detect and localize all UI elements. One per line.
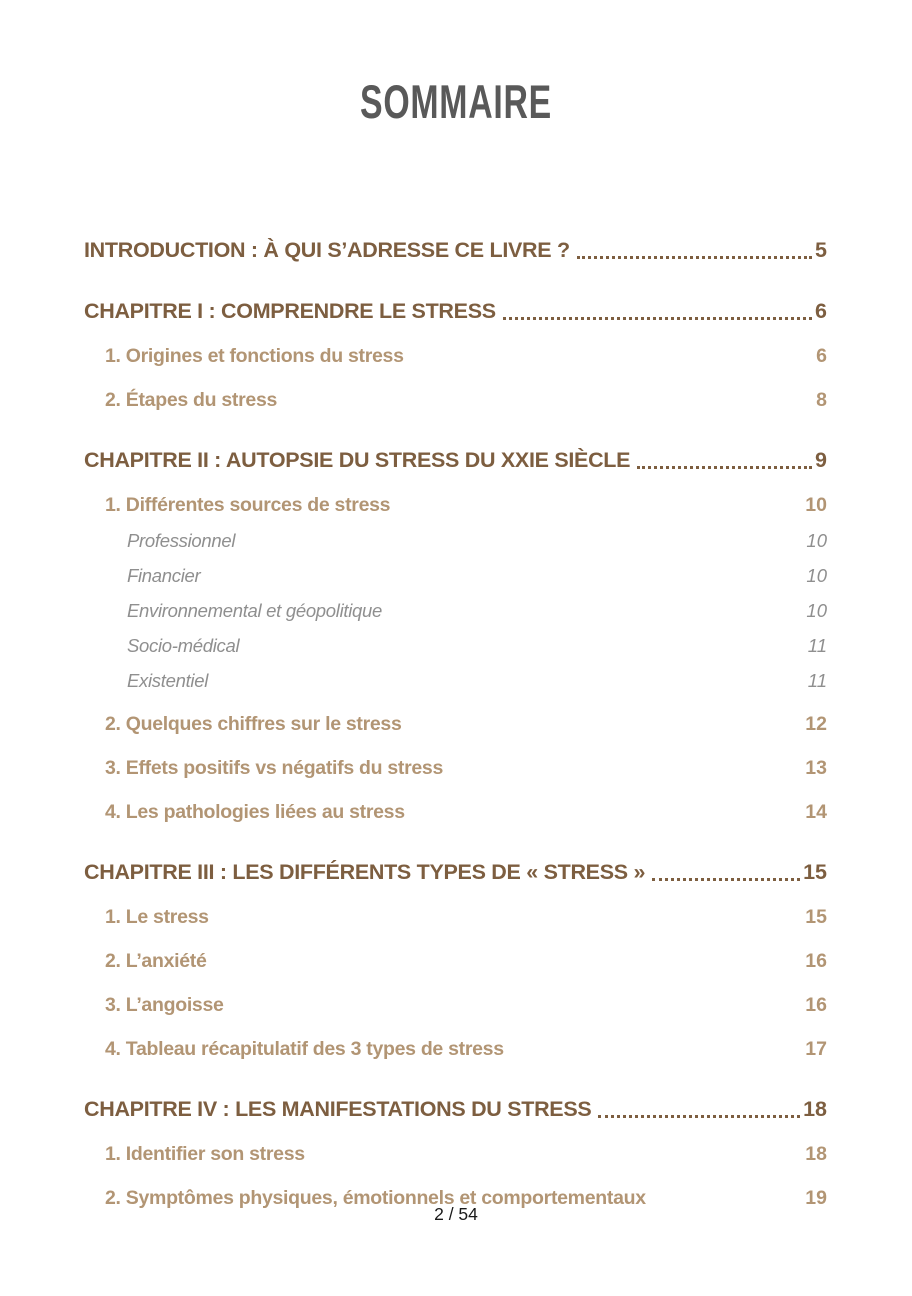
dot-leader — [503, 317, 812, 320]
toc-entry[interactable] — [84, 448, 827, 473]
page-title: SOMMAIRE — [360, 75, 552, 128]
toc-entry-page: 10 — [806, 600, 827, 621]
toc-entry-label: 2. L’anxiété — [105, 950, 207, 972]
toc-entry-label: Professionnel — [127, 530, 236, 551]
toc-entry[interactable] — [84, 345, 827, 368]
toc-entry-label: 4. Tableau récapitulatif des 3 types de stress — [105, 1038, 504, 1060]
toc-entry-page: 14 — [805, 801, 827, 823]
dot-leader — [577, 256, 812, 259]
toc-entry-label: CHAPITRE IV : LES MANIFESTATIONS DU STRESS — [84, 1097, 592, 1121]
toc-entry-page: 11 — [807, 635, 827, 656]
toc-entry[interactable] — [84, 713, 827, 736]
toc-entry-page: 16 — [805, 994, 827, 1016]
toc-entry-label: Financier — [127, 565, 201, 586]
toc-entry[interactable] — [84, 906, 827, 929]
toc-entry[interactable] — [84, 635, 827, 657]
toc-entry-label: INTRODUCTION : À QUI S’ADRESSE CE LIVRE ? — [84, 238, 570, 262]
toc-entry-page: 18 — [803, 1097, 827, 1121]
toc-entry-page: 13 — [805, 757, 827, 779]
toc-entry-label: 2. Étapes du stress — [105, 389, 278, 411]
toc-entry-label: Socio-médical — [127, 635, 240, 656]
toc-entry-page: 15 — [805, 906, 827, 928]
dot-leader — [637, 466, 812, 469]
toc-entry-label: 1. Origines et fonctions du stress — [105, 345, 404, 367]
toc-entry[interactable] — [84, 1143, 827, 1166]
toc-entry-page: 10 — [805, 494, 827, 516]
toc-entry[interactable] — [84, 757, 827, 780]
toc-entry-label: 1. Différentes sources de stress — [105, 494, 391, 516]
toc-entry-label: Environnemental et géopolitique — [127, 600, 383, 621]
toc-entry-label: 3. Effets positifs vs négatifs du stress — [105, 757, 444, 779]
toc-entry[interactable] — [84, 565, 827, 587]
page-number-indicator: 2 / 54 — [434, 1204, 478, 1224]
toc-entry-page: 10 — [806, 530, 827, 551]
toc-entry-label: 4. Les pathologies liées au stress — [105, 801, 405, 823]
toc-entry-page: 8 — [816, 389, 827, 411]
toc-entry[interactable] — [84, 389, 827, 412]
toc-entry-label: 1. Identifier son stress — [105, 1143, 305, 1165]
toc-entry-label: Existentiel — [127, 670, 209, 691]
dot-leader — [652, 878, 800, 881]
toc-entry-label: 3. L’angoisse — [105, 994, 224, 1016]
toc-entry-page: 17 — [805, 1038, 827, 1060]
toc-entry-page: 18 — [805, 1143, 827, 1165]
toc-entry-page: 19 — [805, 1187, 827, 1209]
toc-entry-page: 12 — [805, 713, 827, 735]
toc-entry-page: 9 — [815, 448, 827, 472]
toc-entry[interactable] — [84, 670, 827, 692]
toc-entry-label: 2. Symptômes physiques, émotionnels et comportementaux — [105, 1187, 646, 1209]
toc-entry[interactable] — [84, 238, 827, 263]
toc-entry-label: CHAPITRE III : LES DIFFÉRENTS TYPES DE « STRESS » — [84, 860, 646, 884]
toc-entry-page: 6 — [816, 345, 827, 367]
toc-entry-page: 11 — [807, 670, 827, 691]
toc-entry-label: 2. Quelques chiffres sur le stress — [105, 713, 402, 735]
toc-entry[interactable] — [84, 1097, 827, 1122]
toc-entry-page: 5 — [815, 238, 827, 262]
toc-entry[interactable] — [84, 600, 827, 622]
toc-entry[interactable] — [84, 860, 827, 885]
toc-entry-page: 10 — [806, 565, 827, 586]
toc-entry[interactable] — [84, 1038, 827, 1061]
toc-entry[interactable] — [84, 299, 827, 324]
toc-entry-label: CHAPITRE I : COMPRENDRE LE STRESS — [84, 299, 496, 323]
dot-leader — [598, 1115, 800, 1118]
toc-entry[interactable] — [84, 801, 827, 824]
toc-entry[interactable] — [84, 530, 827, 552]
toc-entry-page: 15 — [803, 860, 827, 884]
toc-entry[interactable] — [84, 494, 827, 517]
toc-entry[interactable] — [84, 950, 827, 973]
toc-list — [84, 238, 827, 1210]
toc-entry-label: CHAPITRE II : AUTOPSIE DU STRESS DU XXIE SIÈCLE — [84, 448, 631, 472]
toc-entry[interactable] — [84, 994, 827, 1017]
toc-entry-page: 16 — [805, 950, 827, 972]
toc-entry-page: 6 — [815, 299, 827, 323]
toc-entry-label: 1. Le stress — [105, 906, 209, 928]
